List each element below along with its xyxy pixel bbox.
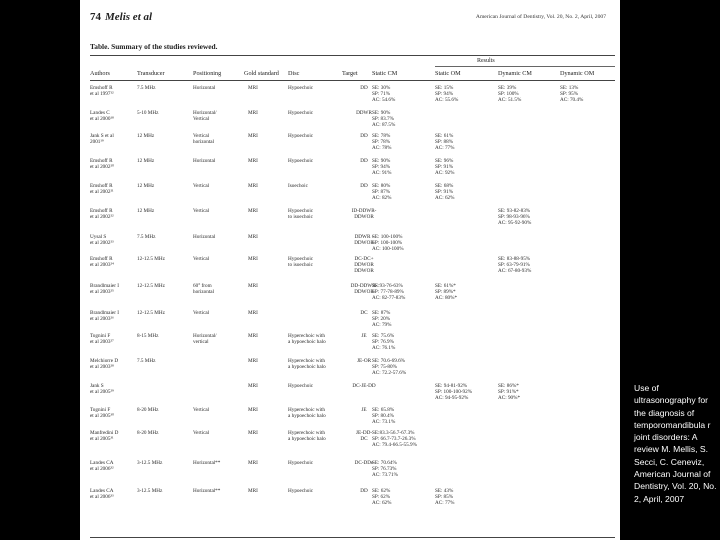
column-header: Positioning bbox=[193, 70, 222, 77]
cell-authors: Manfredini D et al 2005³¹ bbox=[90, 430, 119, 443]
cell-positioning: Vertical bbox=[193, 256, 210, 262]
column-header: Static CM bbox=[372, 70, 398, 77]
cell-dynamic-cm: SE: 93-82-83% SP: 98-93-96% AC: 95-92-90% bbox=[498, 208, 532, 227]
cell-authors: Emshoff R et al 2003²⁴ bbox=[90, 256, 114, 269]
cell-authors: Tognini F et al 2003²⁷ bbox=[90, 333, 114, 346]
cell-static-om: SE: 68% SP: 91% AC: 62% bbox=[435, 183, 455, 202]
cell-target: JE-DD- DC bbox=[355, 430, 373, 443]
cell-positioning: Horizontal bbox=[193, 234, 216, 240]
cell-gold: MRI bbox=[248, 407, 258, 413]
page-number: 74 bbox=[90, 11, 101, 23]
cell-positioning: Horizontal bbox=[193, 85, 216, 91]
cell-positioning: Vertical bbox=[193, 208, 210, 214]
cell-gold: MRI bbox=[248, 133, 258, 139]
cell-dynamic-om: SE: 13% SP: 95% AC: 70.4% bbox=[560, 85, 584, 104]
cell-disc: Hyperechoic with a hypoechoic halo bbox=[288, 358, 326, 371]
cell-target: DC-DDe bbox=[354, 460, 374, 466]
cell-static-cm: SE: 62% SP: 62% AC: 62% bbox=[372, 488, 392, 507]
results-label: Results bbox=[477, 58, 495, 64]
cell-positioning: Vertical bbox=[193, 407, 210, 413]
cell-gold: MRI bbox=[248, 158, 258, 164]
journal-line: American Journal of Dentistry, Vol. 20, No. 2, April, 2007 bbox=[475, 14, 606, 20]
header-bottom-rule bbox=[90, 80, 615, 81]
cell-static-om: SE: 61% SP: 88% AC: 77% bbox=[435, 133, 455, 152]
cell-authors: Emshoff R et al 2002²⁰ bbox=[90, 158, 115, 171]
cell-dynamic-cm: SE: 83-88-95% SP: 63-79-91% AC: 67-80-93% bbox=[498, 256, 532, 275]
cell-disc: Hypoechoic bbox=[288, 110, 314, 116]
cell-transducer: 12 MHz bbox=[137, 158, 155, 164]
cell-transducer: 8-15 MHz bbox=[137, 333, 159, 339]
cell-target: DD bbox=[360, 133, 368, 139]
cell-transducer: 8-20 MHz bbox=[137, 407, 159, 413]
cell-transducer: 3-12.5 MHz bbox=[137, 488, 163, 494]
cell-gold: MRI bbox=[248, 430, 258, 436]
cell-static-cm: SE: 80% SP: 87% AC: 82% bbox=[372, 183, 392, 202]
cell-positioning: 60° from horizontal bbox=[193, 283, 215, 296]
cell-authors: Jank S et al 2005²⁹ bbox=[90, 383, 114, 396]
cell-target: JE-OR bbox=[356, 358, 372, 364]
cell-authors: Landes CA et al 2006³² bbox=[90, 460, 114, 473]
table-top-rule bbox=[90, 55, 615, 56]
cell-disc: Isoechoic bbox=[288, 183, 308, 189]
cell-gold: MRI bbox=[248, 183, 258, 189]
cell-authors: Brandlmaier I et al 2003²⁶ bbox=[90, 310, 119, 323]
column-header: Transducer bbox=[137, 70, 165, 77]
cell-target: JE bbox=[361, 407, 367, 413]
cell-target: JE bbox=[361, 333, 367, 339]
cell-static-cm: SE: 70.64% SP: 76.73% AC: 73.71% bbox=[372, 460, 398, 479]
cell-target: DD bbox=[360, 488, 368, 494]
cell-authors: Jank S et al 2001¹⁹ bbox=[90, 133, 114, 146]
cell-gold: MRI bbox=[248, 234, 258, 240]
cell-transducer: 12 MHz bbox=[137, 183, 155, 189]
cell-transducer: 7.5 MHz bbox=[137, 85, 156, 91]
cell-target: DD bbox=[360, 158, 368, 164]
cell-static-om: SE: 15% SP: 94% AC: 55.6% bbox=[435, 85, 459, 104]
cell-target: DDWR - DDWOR bbox=[354, 234, 374, 247]
cell-static-cm: SE: 65.8% SP: 80.4% AC: 73.1% bbox=[372, 407, 396, 426]
cell-dynamic-cm: SE: 86%* SP: 91%* AC: 90%* bbox=[498, 383, 521, 402]
cell-authors: Brandlmaier I et al 2003²⁵ bbox=[90, 283, 119, 296]
cell-disc: Hypoechoic to isoechoic bbox=[288, 208, 314, 221]
cell-static-cm: SE: 30% SP: 71% AC: 54.6% bbox=[372, 85, 396, 104]
cell-disc: Hypoechoic bbox=[288, 133, 314, 139]
cell-disc: Hyperechoic with a hypoechoic halo bbox=[288, 430, 326, 443]
cell-authors: Uysal S et al 2002²³ bbox=[90, 234, 114, 247]
slide-caption: Use of ultrasonography for the diagnosis of temporomandibula r joint disorders: A review M. Mellis, S. Secci, C. Ceneviz, American Journal of Dentistry, Vol. 20, No. 2, April, 2007 bbox=[634, 383, 717, 504]
cell-dynamic-cm: SE: 39% SP: 100% AC: 51.5% bbox=[498, 85, 522, 104]
table-title: Table. Summary of the studies reviewed. bbox=[90, 42, 218, 51]
cell-disc: Hypoechoic bbox=[288, 383, 314, 389]
cell-positioning: Horizontal/ Vertical bbox=[193, 110, 217, 123]
cell-positioning: Vertical bbox=[193, 430, 210, 436]
column-header: Dynamic CM bbox=[498, 70, 532, 77]
cell-gold: MRI bbox=[248, 208, 258, 214]
cell-target: ID-DDWR- DDWOR bbox=[351, 208, 377, 221]
running-author: Melis et al bbox=[105, 11, 153, 23]
cell-static-cm: SE: 70.6-69.6% SP: 75-80% AC: 72.2-57.6% bbox=[372, 358, 407, 377]
cell-authors: Landes C et al 2000¹⁸ bbox=[90, 110, 114, 123]
cell-static-cm: SE: 75.6% SP: 76.9% AC: 76.1% bbox=[372, 333, 396, 352]
cell-authors: Melchiorre D et al 2003²⁸ bbox=[90, 358, 119, 371]
column-header: Disc bbox=[288, 70, 300, 77]
cell-positioning: Horizontal/ vertical bbox=[193, 333, 217, 346]
cell-gold: MRI bbox=[248, 310, 258, 316]
cell-authors: Tognini F et al 2005³⁰ bbox=[90, 407, 115, 420]
results-rule bbox=[435, 66, 615, 67]
cell-static-cm: SE:83.3-56.7-67.3% SP: 66.7-73.7-26.3% AC: 79.4-66.5-55.9% bbox=[372, 430, 417, 449]
cell-static-cm: SE: 90% SP: 83.7% AC: 87.5% bbox=[372, 110, 396, 129]
cell-disc: Hypoechoic bbox=[288, 158, 314, 164]
cell-target: DC bbox=[360, 310, 368, 316]
cell-disc: Hypoechoic bbox=[288, 85, 314, 91]
cell-positioning: Vertical bbox=[193, 310, 210, 316]
page-header bbox=[90, 11, 152, 23]
cell-gold: MRI bbox=[248, 383, 258, 389]
cell-static-cm: SE: 100-100% SP: 100-100% AC: 100-100% bbox=[372, 234, 404, 253]
cell-transducer: 8-20 MHz bbox=[137, 430, 159, 436]
cell-transducer: 5-10 MHz bbox=[137, 110, 159, 116]
cell-transducer: 7.5 MHz bbox=[137, 234, 156, 240]
cell-authors: Landes CA et al 2006³³ bbox=[90, 488, 114, 501]
cell-authors: Emshoff R et al 1997¹² bbox=[90, 85, 114, 98]
cell-gold: MRI bbox=[248, 488, 258, 494]
cell-static-om: SE: 43% SP: 85% AC: 77% bbox=[435, 488, 455, 507]
column-header: Authors bbox=[90, 70, 110, 77]
cell-transducer: 12-12.5 MHz bbox=[137, 310, 165, 316]
cell-static-cm: SE:93-76-63% SP: 77-78-89% AC: 82-77-83% bbox=[372, 283, 406, 302]
cell-positioning: Horizontal** bbox=[193, 488, 221, 494]
cell-static-om: SE: 61%* SP: 89%* AC: 80%* bbox=[435, 283, 458, 302]
cell-transducer: 12-12.5 MHz bbox=[137, 283, 165, 289]
cell-transducer: 12 MHz bbox=[137, 208, 155, 214]
cell-static-om: SE: 94-81-92% SP: 100-100-92% AC: 94-95-92% bbox=[435, 383, 473, 402]
cell-positioning: Horizontal bbox=[193, 158, 216, 164]
cell-target: DD bbox=[360, 85, 368, 91]
column-header: Dynamic OM bbox=[560, 70, 595, 77]
cell-gold: MRI bbox=[248, 283, 258, 289]
column-header: Static OM bbox=[435, 70, 461, 77]
cell-disc: Hyperechoic with a hypoechoic halo bbox=[288, 407, 326, 420]
table-bottom-rule bbox=[90, 537, 615, 538]
cell-gold: MRI bbox=[248, 110, 258, 116]
cell-target: DDWR bbox=[356, 110, 372, 116]
document-page bbox=[80, 0, 620, 540]
cell-positioning: Vertical horizontal bbox=[193, 133, 215, 146]
cell-transducer: 7.5 MHz bbox=[137, 358, 156, 364]
cell-transducer: 12-12.5 MHz bbox=[137, 256, 165, 262]
cell-transducer: 3-12.5 MHz bbox=[137, 460, 163, 466]
cell-positioning: Horizontal** bbox=[193, 460, 221, 466]
cell-disc: Hyperechoic with a hypoechoic halo bbox=[288, 333, 326, 346]
cell-gold: MRI bbox=[248, 358, 258, 364]
column-header: Gold standard bbox=[244, 70, 279, 77]
cell-gold: MRI bbox=[248, 333, 258, 339]
cell-target: DD-DDWR- DDWOR bbox=[350, 283, 378, 296]
cell-static-om: SE: 96% SP: 91% AC: 92% bbox=[435, 158, 455, 177]
cell-gold: MRI bbox=[248, 256, 258, 262]
cell-disc: Hypoechoic bbox=[288, 488, 314, 494]
cell-disc: Hypoechoic bbox=[288, 460, 314, 466]
cell-gold: MRI bbox=[248, 85, 258, 91]
cell-static-cm: SE: 90% SP: 94% AC: 91% bbox=[372, 158, 392, 177]
cell-target: DC-JE-DD bbox=[352, 383, 376, 389]
cell-disc: Hypoechoic to isoechoic bbox=[288, 256, 314, 269]
column-header: Target bbox=[342, 70, 358, 77]
cell-authors: Emshoff R et al 2002²² bbox=[90, 208, 114, 221]
cell-authors: Emshoff R et al 2002²¹ bbox=[90, 183, 114, 196]
cell-transducer: 12 MHz bbox=[137, 133, 155, 139]
cell-positioning: Vertical bbox=[193, 183, 210, 189]
cell-gold: MRI bbox=[248, 460, 258, 466]
cell-target: DC-DC+ DDWOR DDWOR bbox=[354, 256, 374, 275]
cell-target: DD bbox=[360, 183, 368, 189]
cell-static-cm: SE: 87% SP: 20% AC: 79% bbox=[372, 310, 392, 329]
cell-static-cm: SE: 78% SP: 78% AC: 78% bbox=[372, 133, 392, 152]
